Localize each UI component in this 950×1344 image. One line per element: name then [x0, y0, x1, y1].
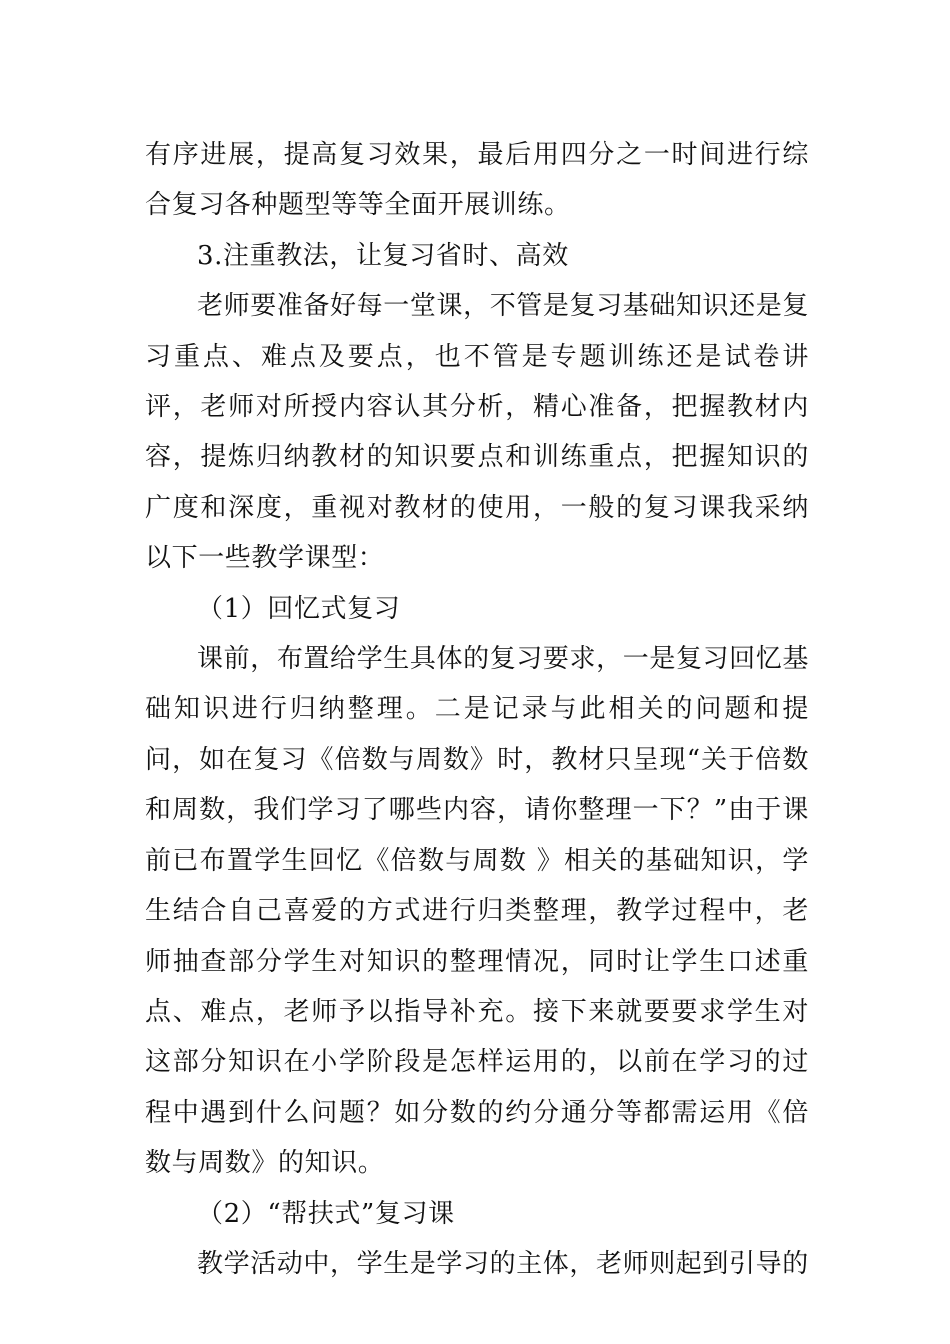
- paragraph-lesson-preparation: 老师要准备好每一堂课，不管是复习基础知识还是复习重点、难点及要点，也不管是专题训练还是试卷讲评，老师对所授内容认其分析，精心准备，把握教材内容，提炼归纳教材的知识要点和训练重点，把握知识的广度和深度，重视对教材的使用，一般的复习课我采纳以下一些教学课型：: [145, 291, 809, 574]
- section-heading-teaching-method: 3.注重教法，让复习省时、高效: [197, 240, 569, 271]
- paragraph-recall-review: 课前，布置给学生具体的复习要求，一是复习回忆基础知识进行归纳整理。二是记录与此相关的问题和提问，如在复习《倍数与周数》时，教材只呈现“关于倍数和周数，我们学习了哪些内容，请你整理一下？”由于课前已布置学生回忆《倍数与周数 》相关的基础知识，学生结合自己喜爱的方式进行归类整理，教学过程中，老师抽查部分学生对知识的整理情况，同时让学生口述重点、难点，老师予以指导补充。接下来就要要求学生对这部分知识在小学阶段是怎样运用的，以前在学习的过程中遇到什么问题？如分数的约分通分等都需运用《倍数与周数》的知识。: [145, 644, 809, 1179]
- document-body: [145, 130, 809, 1289]
- subheading-assisted-review: （2）“帮扶式”复习课: [197, 1198, 455, 1229]
- paragraph-continuation: 有序进展，提高复习效果，最后用四分之一时间进行综合复习各种题型等等全面开展训练。: [145, 140, 809, 221]
- paragraph-assisted-review: 教学活动中，学生是学习的主体，老师则起到引导的: [197, 1248, 809, 1279]
- subheading-recall-review: （1）回忆式复习: [197, 593, 401, 624]
